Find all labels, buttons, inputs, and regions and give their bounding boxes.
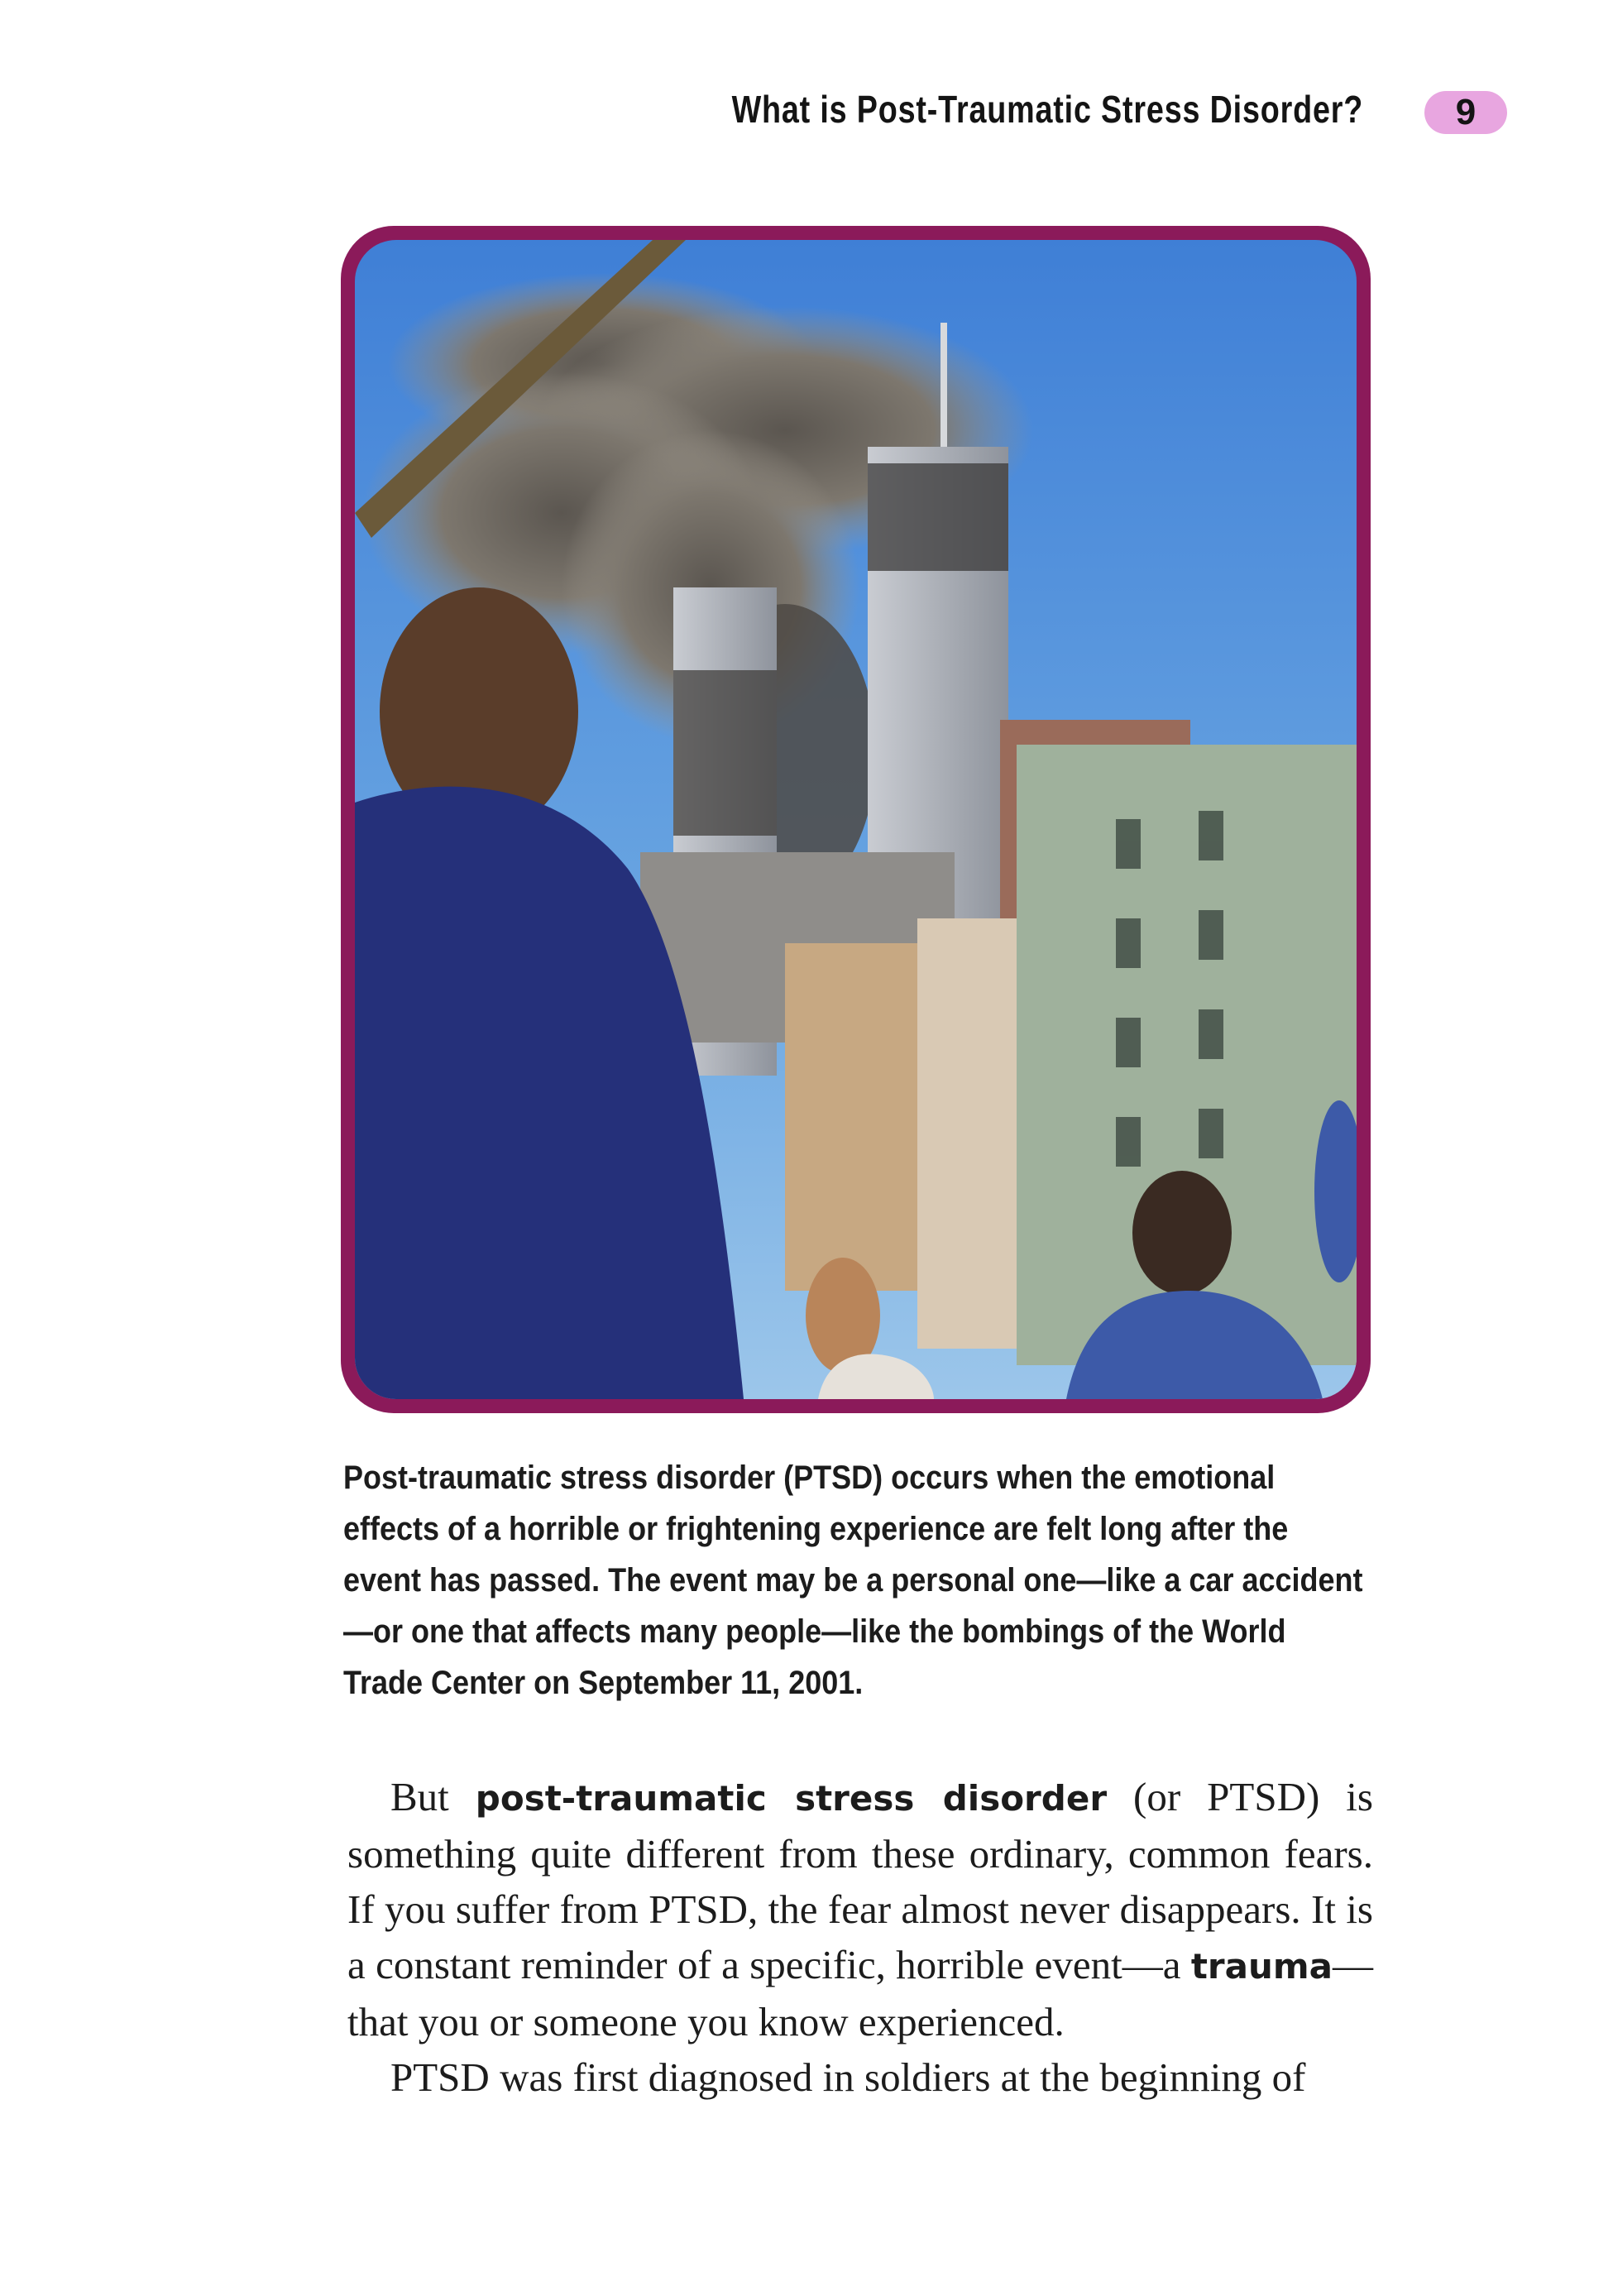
figure-caption: Post-traumatic stress disorder (PTSD) occurs when the emotional effects of a horrible or frightening experience are felt long after the event has passed. The event may be a personal one—like a car accident—or one that affects many people—like the bombings of the World Trade Center on September 11, 2001. xyxy=(343,1460,1363,1701)
photo-frame xyxy=(341,226,1371,1413)
page-number-badge: 9 xyxy=(1424,91,1507,134)
wtc-photo xyxy=(355,240,1357,1399)
body-text xyxy=(347,1769,1373,2105)
p1-mid: (or PTSD) is something quite different from these ordinary, common fears. If you suffer from PTSD, the fear almost never disappears. It is a constant reminder of a specific, horrible event—a xyxy=(347,1774,1373,1987)
running-title: What is Post-Traumatic Stress Disorder? xyxy=(731,88,1363,131)
p1-lead: But xyxy=(390,1774,476,1819)
glossary-term-trauma: trauma xyxy=(1190,1946,1333,1987)
paragraph-2: PTSD was first diagnosed in soldiers at the beginning of xyxy=(390,2054,1306,2100)
glossary-term-ptsd: post-traumatic stress disorder xyxy=(475,1778,1108,1819)
paragraph-1 xyxy=(347,1769,1373,2049)
p1-end: —that you or someone you know experienced. xyxy=(347,1942,1373,2044)
